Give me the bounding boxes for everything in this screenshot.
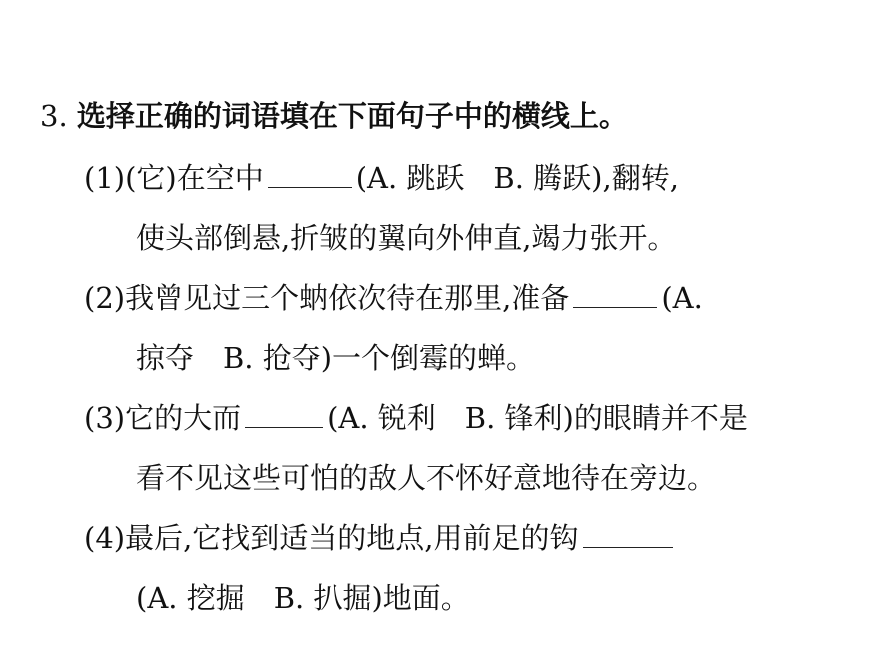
item-3-text-a: (3)它的大而 — [84, 401, 242, 435]
item-2-line-2 — [136, 338, 535, 378]
item-2-text-b: (A. — [661, 281, 703, 315]
item-1-line-1 — [84, 158, 679, 198]
item-2-line-1 — [84, 278, 703, 318]
item-1-answer-blank[interactable] — [268, 186, 352, 188]
item-1-text-a: (1)(它)在空中 — [84, 161, 264, 195]
item-4-line-1 — [84, 518, 677, 558]
item-2-text-a: (2)我曾见过三个蚋依次待在那里,准备 — [84, 281, 570, 315]
item-2-text-c: 掠夺 B. 抢夺)一个倒霉的蝉。 — [136, 341, 536, 375]
question-title: 选择正确的词语填在下面句子中的横线上。 — [76, 99, 628, 133]
item-4-answer-blank[interactable] — [583, 546, 673, 548]
item-3-text-c: 看不见这些可怕的敌人不怀好意地待在旁边。 — [136, 461, 717, 495]
item-3-line-2 — [136, 458, 716, 498]
item-2-answer-blank[interactable] — [573, 306, 657, 308]
item-1-line-2 — [136, 218, 676, 258]
item-4-text-a: (4)最后,它找到适当的地点,用前足的钩 — [84, 521, 579, 555]
item-3-line-1 — [84, 398, 748, 438]
question-number: 3. — [40, 99, 68, 133]
item-3-answer-blank[interactable] — [245, 426, 323, 428]
item-3-text-b: (A. 锐利 B. 锋利)的眼睛并不是 — [327, 401, 748, 435]
item-1-text-b: (A. 跳跃 B. 腾跃),翻转, — [355, 161, 679, 195]
item-1-text-c: 使头部倒悬,折皱的翼向外伸直,竭力张开。 — [136, 221, 677, 255]
question-header — [40, 96, 628, 136]
item-4-text-c: (A. 挖掘 B. 扒掘)地面。 — [136, 581, 470, 615]
item-4-line-2 — [136, 578, 470, 618]
